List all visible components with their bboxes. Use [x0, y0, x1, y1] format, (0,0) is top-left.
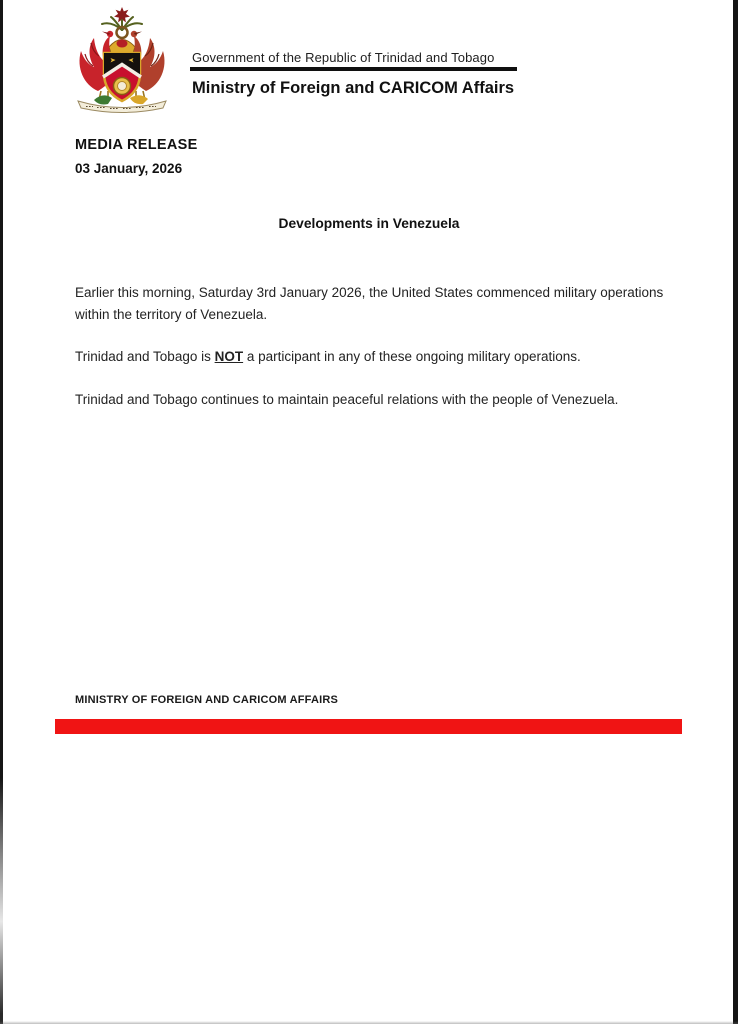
paragraph-2: [75, 346, 667, 368]
paragraph-2-after: a participant in any of these ongoing military operations.: [243, 349, 581, 364]
footer-ministry-name: MINISTRY OF FOREIGN AND CARICOM AFFAIRS: [75, 694, 339, 706]
release-title: Developments in Venezuela: [278, 216, 460, 231]
header-rule: [190, 67, 517, 71]
paragraph-3: Trinidad and Tobago continues to maintain peaceful relations with the people of Venezuela.: [75, 391, 619, 407]
coat-of-arms-icon: [64, 7, 180, 113]
media-release-label: MEDIA RELEASE: [75, 137, 198, 153]
release-date: 03 January, 2026: [75, 161, 183, 176]
footer-red-bar: [55, 719, 682, 734]
page-edge-right: [733, 0, 738, 1024]
paragraph-1: Earlier this morning, Saturday 3rd January 2026, the United States commenced military operations within the territory of Venezuela.: [75, 285, 664, 322]
release-body: [75, 282, 667, 431]
ministry-title: Ministry of Foreign and CARICOM Affairs: [192, 79, 515, 97]
page-edge-left: [0, 0, 3, 1024]
government-line: Government of the Republic of Trinidad and Tobago: [192, 50, 495, 65]
paragraph-2-emphasis: NOT: [214, 349, 244, 364]
paragraph-2-before: Trinidad and Tobago is: [75, 349, 215, 364]
